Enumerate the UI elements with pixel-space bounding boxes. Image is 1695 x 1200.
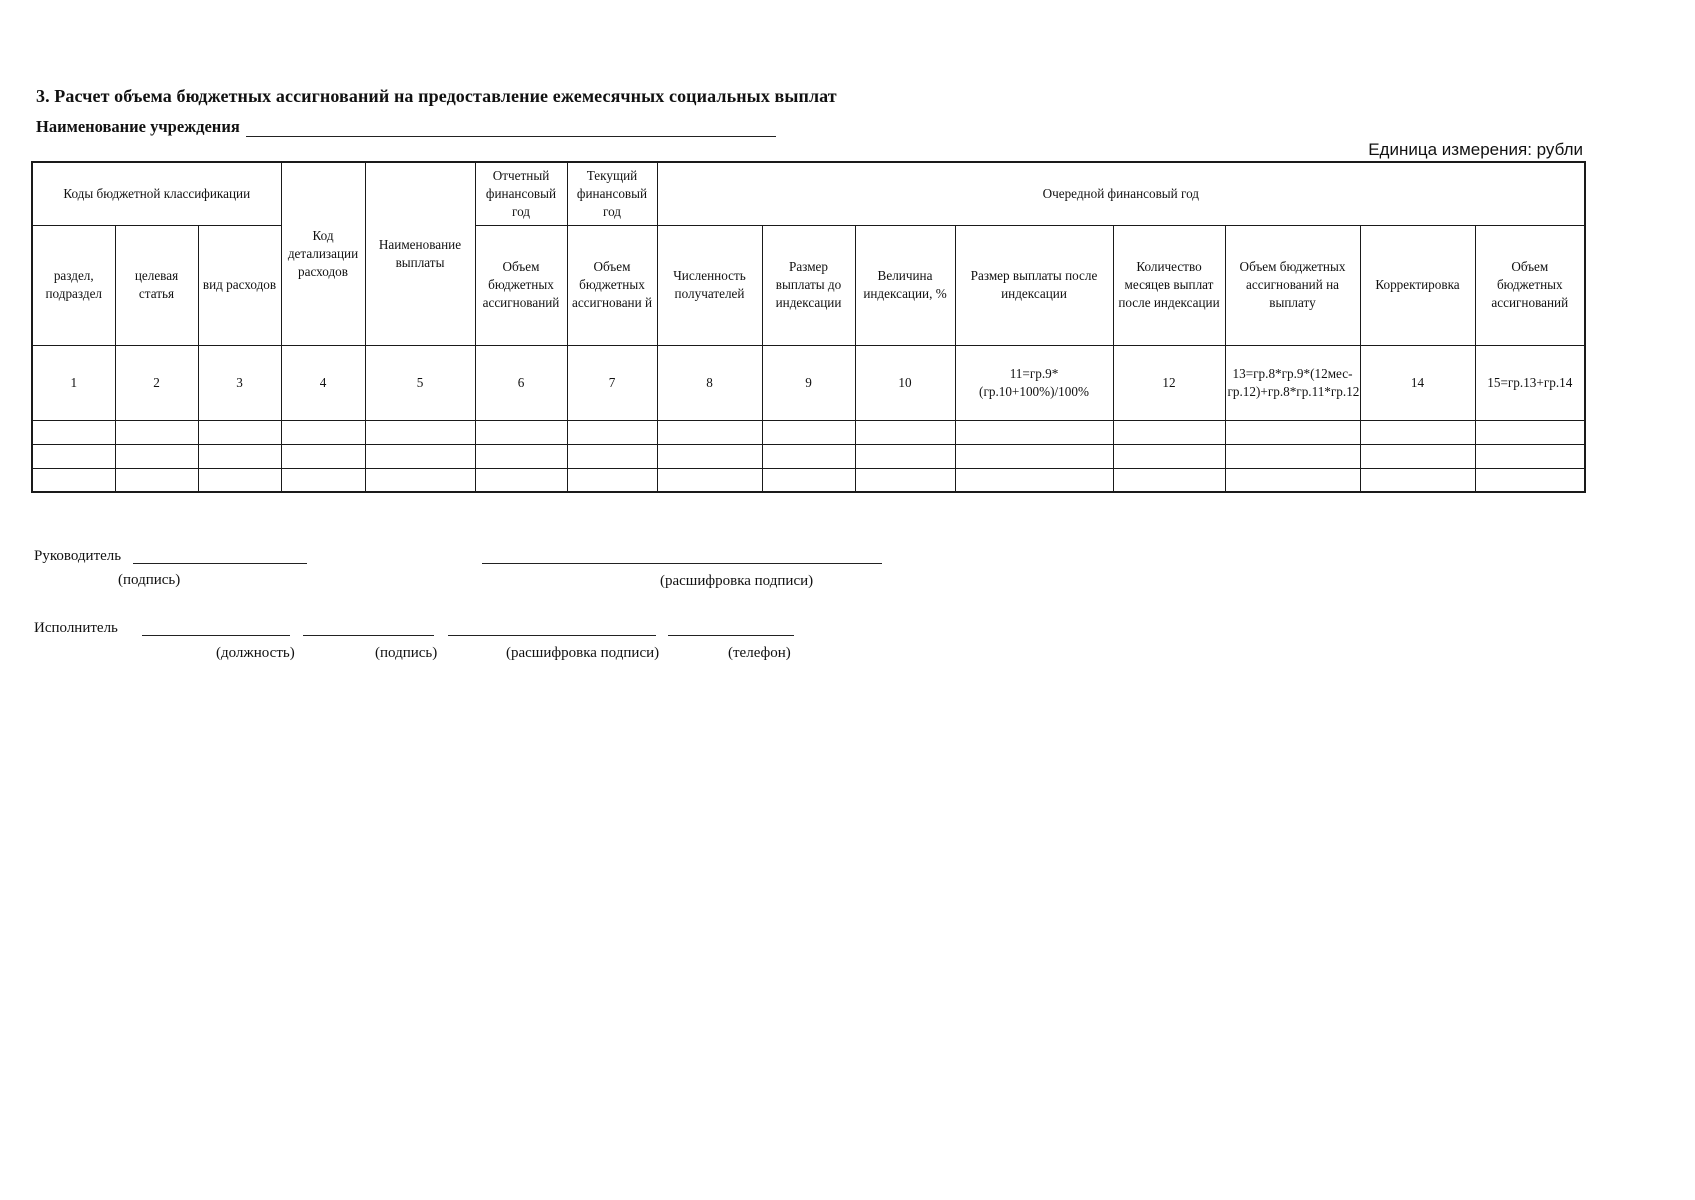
column-number: 8 — [657, 345, 762, 420]
table-cell[interactable] — [281, 420, 365, 444]
table-cell[interactable] — [1113, 444, 1225, 468]
table-cell[interactable] — [1360, 468, 1475, 492]
column-number: 7 — [567, 345, 657, 420]
header-row-columns — [32, 225, 1585, 345]
unit-of-measure: Единица измерения: рубли — [1368, 140, 1583, 159]
exec-position-caption: (должность) — [216, 645, 295, 661]
col9-header: Размер выплаты до индексации — [762, 225, 855, 345]
table-cell[interactable] — [855, 444, 955, 468]
col11-header: Размер выплаты после индексации — [955, 225, 1113, 345]
column-numbers-row — [32, 345, 1585, 420]
table-cell[interactable] — [657, 468, 762, 492]
head-decode-caption: (расшифровка подписи) — [660, 573, 814, 589]
table-cell[interactable] — [115, 420, 198, 444]
table-cell[interactable] — [567, 444, 657, 468]
table-cell[interactable] — [365, 444, 475, 468]
executor-position-line[interactable] — [142, 635, 290, 636]
codes-group-header: Коды бюджетной классификации — [32, 162, 281, 225]
col7-header: Объем бюджетных ассигновани й — [567, 225, 657, 345]
col14-header: Корректировка — [1360, 225, 1475, 345]
table-cell[interactable] — [115, 444, 198, 468]
column-number: 5 — [365, 345, 475, 420]
col10-header: Величина индексации, % — [855, 225, 955, 345]
exec-sign-caption: (подпись) — [375, 645, 438, 661]
table-cell[interactable] — [1360, 444, 1475, 468]
table-cell[interactable] — [855, 420, 955, 444]
table-cell[interactable] — [955, 420, 1113, 444]
table-cell[interactable] — [1360, 420, 1475, 444]
table-cell[interactable] — [281, 444, 365, 468]
institution-row — [36, 115, 776, 137]
column-number: 14 — [1360, 345, 1475, 420]
table-cell[interactable] — [32, 420, 115, 444]
table-cell[interactable] — [1475, 444, 1585, 468]
table-cell[interactable] — [1225, 420, 1360, 444]
section-header: раздел, подраздел — [32, 225, 115, 345]
institution-label: Наименование учреждения — [36, 117, 240, 136]
reporting-year-header: Отчетный финансовый год — [475, 162, 567, 225]
head-signature-line[interactable] — [133, 563, 307, 564]
institution-name-field[interactable] — [246, 120, 776, 137]
col12-header: Количество месяцев выплат после индексации — [1113, 225, 1225, 345]
table-cell[interactable] — [1475, 420, 1585, 444]
table-cell[interactable] — [198, 468, 281, 492]
column-number: 9 — [762, 345, 855, 420]
expense-type-header: вид расходов — [198, 225, 281, 345]
table-row — [32, 420, 1585, 444]
table-cell[interactable] — [32, 444, 115, 468]
column-number: 13=гр.8*гр.9*(12мес-гр.12)+гр.8*гр.11*гр.12 — [1225, 345, 1360, 420]
next-year-header: Очередной финансовый год — [657, 162, 1585, 225]
executor-label: Исполнитель — [34, 620, 118, 636]
current-year-header: Текущий финансовый год — [567, 162, 657, 225]
col13-header: Объем бюджетных ассигнований на выплату — [1225, 225, 1360, 345]
table-cell[interactable] — [1113, 468, 1225, 492]
column-number: 11=гр.9*(гр.10+100%)/100% — [955, 345, 1113, 420]
detail-code-header: Код детализации расходов — [281, 162, 365, 345]
table-cell[interactable] — [1225, 468, 1360, 492]
col6-header: Объем бюджетных ассигнований — [475, 225, 567, 345]
payment-name-header: Наименование выплаты — [365, 162, 475, 345]
column-number: 2 — [115, 345, 198, 420]
table-cell[interactable] — [1225, 444, 1360, 468]
table-cell[interactable] — [762, 420, 855, 444]
table-cell[interactable] — [198, 420, 281, 444]
column-number: 4 — [281, 345, 365, 420]
table-cell[interactable] — [657, 420, 762, 444]
table-cell[interactable] — [115, 468, 198, 492]
column-number: 10 — [855, 345, 955, 420]
executor-phone-line[interactable] — [668, 635, 794, 636]
head-decode-line[interactable] — [482, 563, 882, 564]
column-number: 3 — [198, 345, 281, 420]
table-cell[interactable] — [1113, 420, 1225, 444]
executor-decode-line[interactable] — [448, 635, 656, 636]
table-cell[interactable] — [567, 468, 657, 492]
column-number: 1 — [32, 345, 115, 420]
table-cell[interactable] — [365, 420, 475, 444]
table-cell[interactable] — [281, 468, 365, 492]
exec-decode-caption: (расшифровка подписи) — [506, 645, 660, 661]
table-cell[interactable] — [762, 468, 855, 492]
table-cell[interactable] — [475, 468, 567, 492]
table-cell[interactable] — [567, 420, 657, 444]
header-row-groups — [32, 162, 1585, 225]
form-title: 3. Расчет объема бюджетных ассигнований на предоставление ежемесячных социальных выплат — [36, 86, 837, 106]
column-number: 15=гр.13+гр.14 — [1475, 345, 1585, 420]
exec-phone-caption: (телефон) — [728, 645, 791, 661]
head-label: Руководитель — [34, 548, 122, 564]
target-item-header: целевая статья — [115, 225, 198, 345]
table-cell[interactable] — [32, 468, 115, 492]
col15-header: Объем бюджетных ассигнований — [1475, 225, 1585, 345]
head-sign-caption: (подпись) — [118, 572, 181, 588]
budget-table — [31, 161, 1586, 493]
table-row — [32, 444, 1585, 468]
table-cell[interactable] — [475, 444, 567, 468]
table-cell[interactable] — [475, 420, 567, 444]
table-cell[interactable] — [657, 444, 762, 468]
table-cell[interactable] — [855, 468, 955, 492]
table-cell[interactable] — [1475, 468, 1585, 492]
col8-header: Численность получателей — [657, 225, 762, 345]
column-number: 12 — [1113, 345, 1225, 420]
table-cell[interactable] — [365, 468, 475, 492]
table-cell[interactable] — [198, 444, 281, 468]
column-number: 6 — [475, 345, 567, 420]
table-cell[interactable] — [955, 444, 1113, 468]
executor-signature-line[interactable] — [303, 635, 434, 636]
table-cell[interactable] — [762, 444, 855, 468]
table-row — [32, 468, 1585, 492]
table-cell[interactable] — [955, 468, 1113, 492]
